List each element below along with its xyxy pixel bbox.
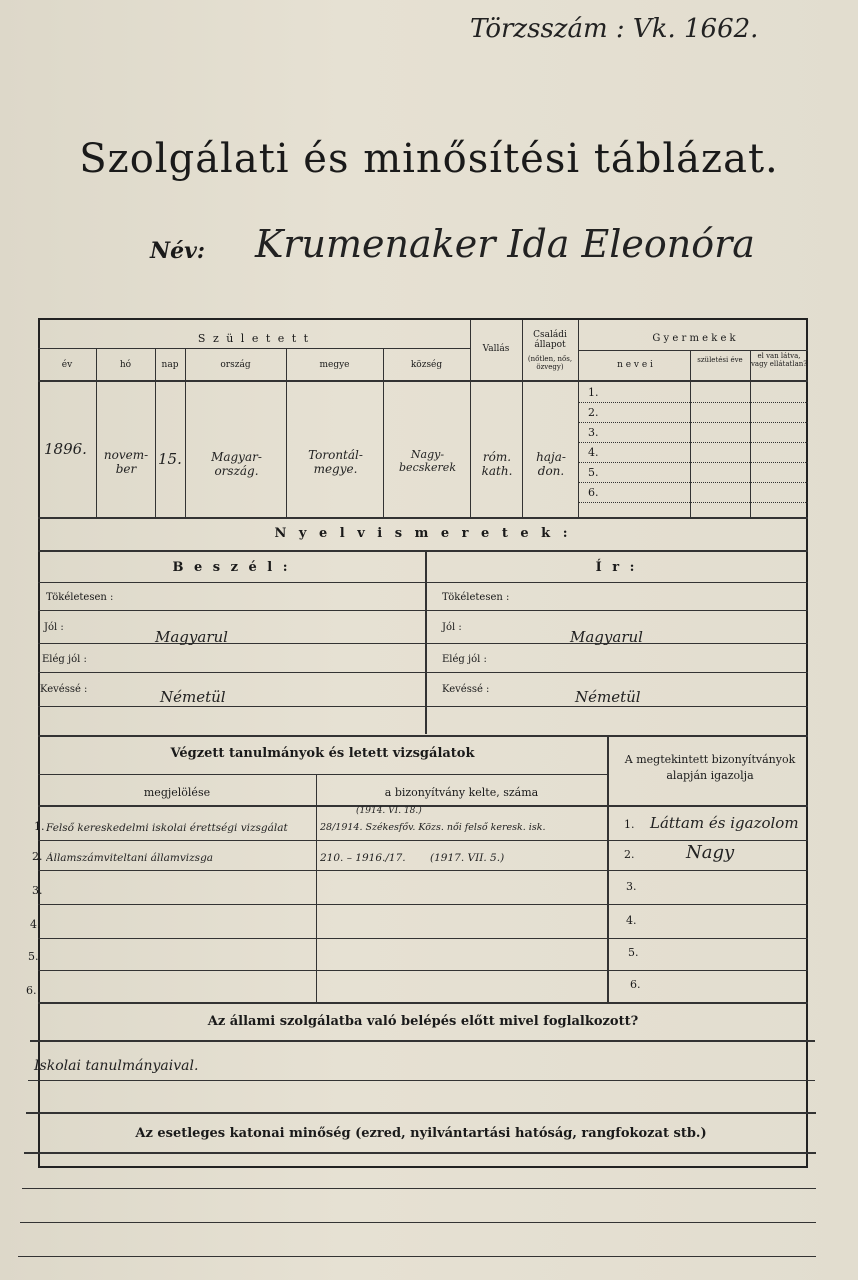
col-nap: nap (161, 360, 179, 370)
writes-header: Í r : (595, 560, 638, 575)
religion-value: róm. kath. (481, 450, 513, 478)
languages-section-header: N y e l v i s m e r e t e k : (274, 526, 572, 541)
page-title: Szolgálati és minősítési táblázat. (79, 136, 779, 182)
speak-level-fair: Elég jól : (42, 654, 87, 665)
speak-level-perfect: Tökéletesen : (46, 592, 114, 603)
write-good-value: Magyarul (570, 628, 643, 646)
name-label: Név: (150, 238, 206, 264)
col-orszag: ország (220, 360, 251, 370)
military-question: Az esetleges katonai minőség (ezred, nyilvántartási hatóság, rangfokozat stb.) (135, 1126, 707, 1141)
birth-month: novem- ber (103, 448, 149, 476)
write-level-fair: Elég jól : (442, 654, 487, 665)
verify-num-1: 1. (624, 818, 635, 831)
children-section-header: G y e r m e k e k (652, 333, 736, 344)
child-row-2: 2. (588, 406, 599, 419)
col-ho: hó (119, 360, 132, 370)
write-level-little: Kevéssé : (442, 684, 490, 695)
cert-date-2: (1917. VII. 5.) (430, 852, 505, 864)
col-kozseg: község (410, 360, 443, 370)
col-child-names: n e v e i (617, 360, 653, 370)
verify-num-4: 4. (626, 914, 637, 927)
studies-col-cert: a bizonyítvány kelte, száma (384, 786, 539, 799)
family-value: haja- don. (536, 450, 566, 478)
cert-entry-1: 28/1914. Székesfőv. Közs. női felső keresk. isk. (320, 822, 546, 833)
write-level-good: Jól : (442, 622, 462, 633)
studies-section-header: Végzett tanulmányok és letett vizsgálatok (170, 746, 475, 761)
studies-col-name: megjelölése (143, 786, 211, 799)
birth-day: 15. (158, 450, 182, 468)
verify-header: A megtekintett bizonyítványok alapján igazolja (624, 753, 796, 782)
child-row-5: 5. (588, 466, 599, 479)
verify-statement: Láttam és igazolom (650, 814, 799, 832)
col-csaladi-sub: (nőtlen, nős, özvegy) (527, 355, 573, 371)
write-level-perfect: Tökéletesen : (442, 592, 510, 603)
prior-answer: Iskolai tanulmányaival. (34, 1058, 199, 1074)
study-num-2: 2. (32, 850, 43, 863)
col-child-cared: el van látva, vagy ellátatlan? (750, 352, 808, 368)
write-little-value: Németül (575, 688, 641, 706)
speaks-header: B e s z é l : (172, 560, 291, 575)
verify-num-2: 2. (624, 848, 635, 861)
study-entry-1: Felső kereskedelmi iskolai érettségi vizsgálat (46, 822, 288, 834)
col-csaladi: Családi állapot (533, 330, 567, 350)
col-vallas: Vallás (482, 344, 510, 354)
child-row-1: 1. (588, 386, 599, 399)
study-num-4: 4. (30, 918, 41, 931)
name-value: Krumenaker Ida Eleonóra (255, 222, 755, 266)
speak-good-value: Magyarul (155, 628, 228, 646)
speak-level-little: Kevéssé : (40, 684, 88, 695)
birth-year: 1896. (44, 440, 87, 458)
study-num-6: 6. (26, 984, 37, 997)
speak-level-good: Jól : (44, 622, 64, 633)
study-num-5: 5. (28, 950, 39, 963)
child-row-4: 4. (588, 446, 599, 459)
study-num-3: 3. (32, 884, 43, 897)
verify-num-6: 6. (630, 978, 641, 991)
cert-entry-2: 210. – 1916./17. (320, 852, 406, 864)
serial-number: Törzsszám : Vk. 1662. (470, 14, 759, 44)
prior-question: Az állami szolgálatba való belépés előtt mivel foglalkozott? (207, 1014, 639, 1029)
col-ev: év (61, 360, 73, 370)
study-entry-2: Államszámviteltani államvizsga (46, 852, 214, 864)
speak-little-value: Németül (160, 688, 226, 706)
birth-section-header: S z ü l e t e t t (197, 332, 311, 345)
child-row-3: 3. (588, 426, 599, 439)
col-child-born: születési éve (697, 356, 743, 364)
cert-date-1: (1914. VI. 18.) (356, 806, 422, 816)
birth-county: Torontál- megye. (308, 448, 363, 476)
verify-num-5: 5. (628, 946, 639, 959)
birth-country: Magyar- ország. (211, 450, 262, 478)
study-num-1: 1. (34, 820, 45, 833)
col-megye: megye (319, 360, 350, 370)
birth-town: Nagy- becskerek (399, 448, 456, 474)
verify-signature: Nagy (686, 842, 735, 863)
verify-num-3: 3. (626, 880, 637, 893)
child-row-6: 6. (588, 486, 599, 499)
